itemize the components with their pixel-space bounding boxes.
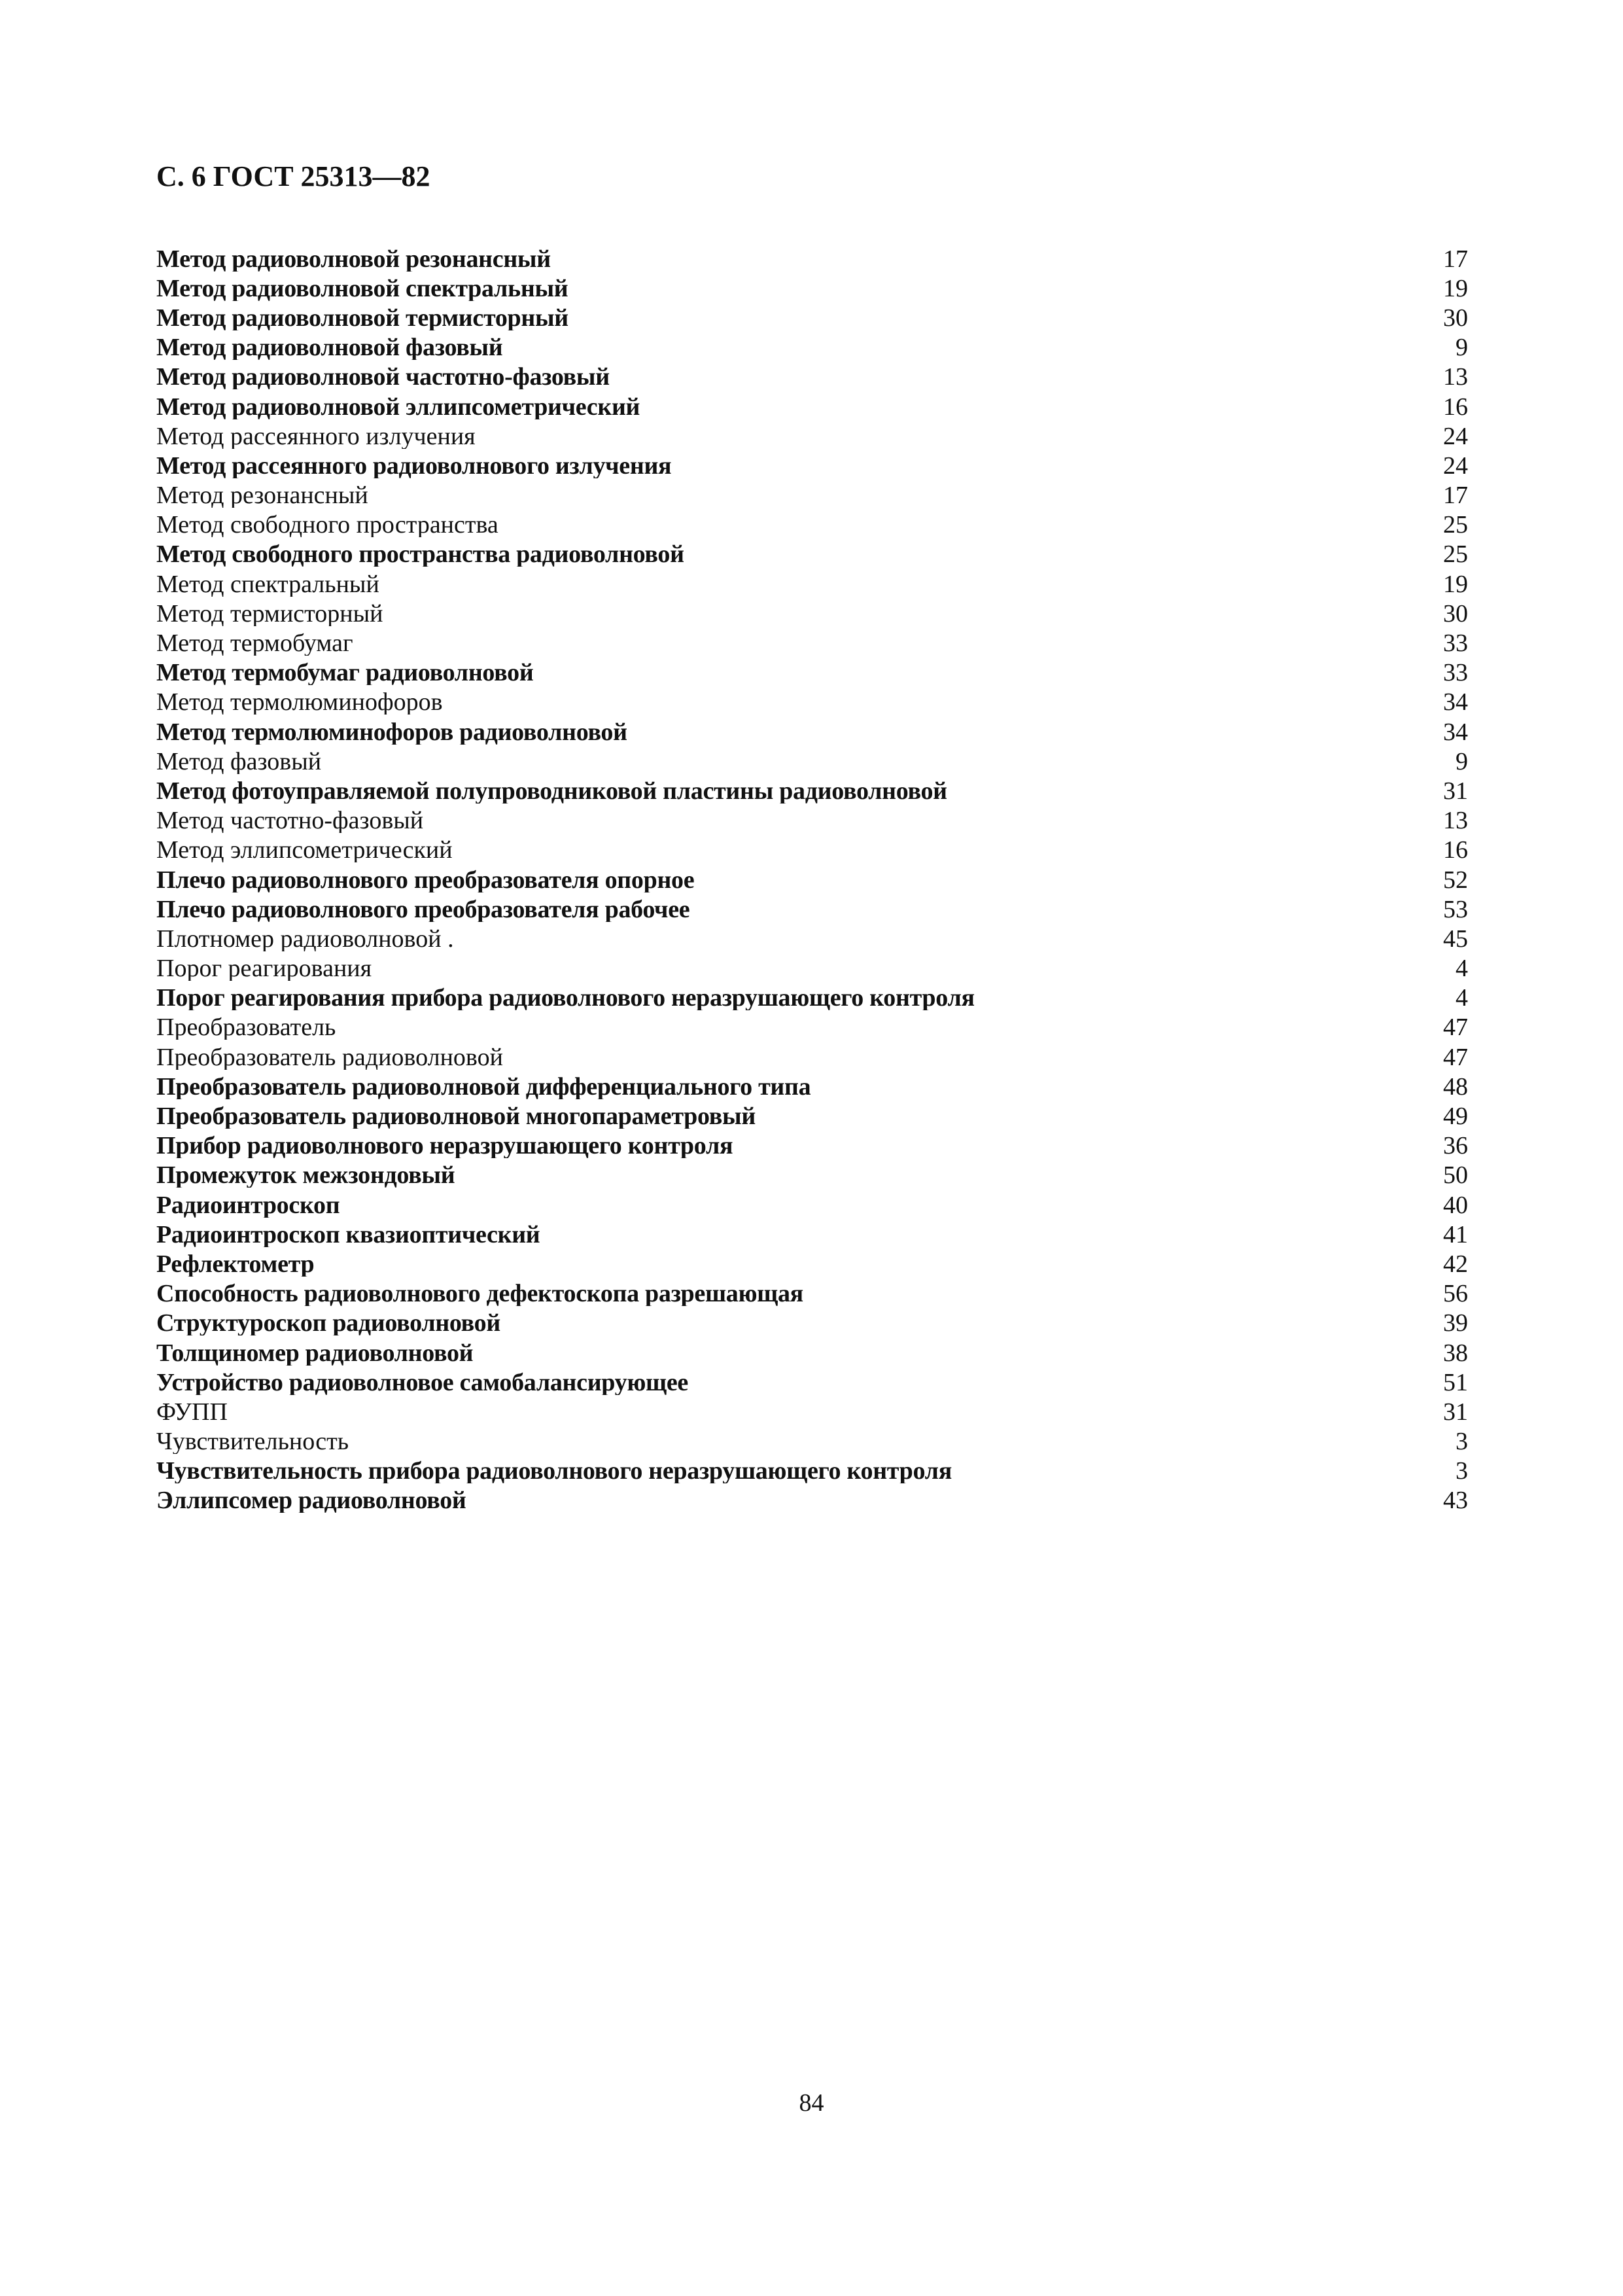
index-term: Прибор радиоволнового неразрушающего контроля xyxy=(156,1133,733,1159)
index-entry xyxy=(156,1279,1468,1309)
index-entry xyxy=(156,747,1468,776)
index-term: Метод термобумаг xyxy=(156,631,353,656)
index-term: Преобразователь радиоволновой многопараметровый xyxy=(156,1104,756,1129)
index-page-number: 34 xyxy=(1443,718,1468,746)
index-entry xyxy=(156,451,1468,480)
index-term: Метод рассеянного радиоволнового излучения xyxy=(156,453,672,478)
index-entry xyxy=(156,628,1468,658)
index-page-number: 24 xyxy=(1443,422,1468,450)
index-page-number: 9 xyxy=(1456,334,1468,362)
index-term: Толщиномер радиоволновой xyxy=(156,1340,474,1366)
index-entry xyxy=(156,1131,1468,1161)
index-page-number: 30 xyxy=(1443,599,1468,627)
index-page-number: 30 xyxy=(1443,304,1468,332)
index-entry xyxy=(156,688,1468,717)
index-term: Рефлектометр xyxy=(156,1251,315,1277)
index-page-number: 3 xyxy=(1456,1428,1468,1456)
index-page-number: 53 xyxy=(1443,895,1468,923)
index-term: Метод термисторный xyxy=(156,601,383,626)
index-entry xyxy=(156,806,1468,836)
index-page-number: 33 xyxy=(1443,659,1468,687)
index-entry xyxy=(156,924,1468,953)
index-term: Метод радиоволновой резонансный xyxy=(156,246,551,272)
index-term: Метод радиоволновой эллипсометрический xyxy=(156,394,640,419)
index-term: Метод термолюминофоров радиоволновой xyxy=(156,719,627,745)
page-header: С. 6 ГОСТ 25313—82 xyxy=(156,160,430,192)
index-entry xyxy=(156,1486,1468,1515)
index-term: Устройство радиоволновое самобалансирующее xyxy=(156,1369,688,1395)
index-term: Порог реагирования xyxy=(156,956,372,981)
index-page-number: 48 xyxy=(1443,1072,1468,1101)
index-entry xyxy=(156,569,1468,599)
index-term: Радиоинтроскоп квазиоптический xyxy=(156,1222,540,1247)
index-entry xyxy=(156,1457,1468,1486)
index-entry xyxy=(156,599,1468,628)
index-term: Чувствительность прибора радиоволнового неразрушающего контроля xyxy=(156,1458,952,1484)
index-entry xyxy=(156,421,1468,451)
index-term: Чувствительность xyxy=(156,1429,349,1455)
index-entry xyxy=(156,1072,1468,1101)
index-page-number: 41 xyxy=(1443,1220,1468,1248)
index-term: Метод эллипсометрический xyxy=(156,838,453,863)
index-term: Метод спектральный xyxy=(156,571,379,597)
index-term: Метод фотоуправляемой полупроводниковой пластины радиоволновой xyxy=(156,778,947,804)
index-page-number: 16 xyxy=(1443,836,1468,864)
index-page-number: 33 xyxy=(1443,629,1468,658)
index-page-number: 50 xyxy=(1443,1161,1468,1190)
index-page-number: 3 xyxy=(1456,1457,1468,1485)
index-page-number: 40 xyxy=(1443,1191,1468,1219)
index-term: Преобразователь радиоволновой xyxy=(156,1044,503,1070)
index-page-number: 4 xyxy=(1456,955,1468,983)
index-page-number: 13 xyxy=(1443,363,1468,391)
index-page-number: 51 xyxy=(1443,1368,1468,1396)
index-page-number: 31 xyxy=(1443,1398,1468,1426)
index-page-number: 17 xyxy=(1443,482,1468,510)
index-page-number: 47 xyxy=(1443,1043,1468,1071)
index-term: Метод радиоволновой термисторный xyxy=(156,305,568,330)
index-entry xyxy=(156,333,1468,362)
index-page-number: 9 xyxy=(1456,747,1468,775)
index-term: Плотномер радиоволновой . xyxy=(156,926,454,951)
index-page-number: 49 xyxy=(1443,1103,1468,1131)
index-entry xyxy=(156,776,1468,805)
index-entry xyxy=(156,1397,1468,1426)
index-term: Метод свободного пространства радиоволновой xyxy=(156,542,684,567)
index-term: Метод радиоволновой фазовый xyxy=(156,335,503,361)
index-term: Метод свободного пространства xyxy=(156,512,498,538)
index-entry xyxy=(156,836,1468,865)
index-entry xyxy=(156,717,1468,747)
index-term: Порог реагирования прибора радиоволнового неразрушающего контроля xyxy=(156,985,975,1011)
index-page-number: 13 xyxy=(1443,807,1468,835)
index-page-number: 39 xyxy=(1443,1309,1468,1337)
index-page-number: 43 xyxy=(1443,1487,1468,1515)
index-term: Эллипсомер радиоволновой xyxy=(156,1488,466,1513)
index-page-number: 34 xyxy=(1443,688,1468,716)
index-term: Плечо радиоволнового преобразователя рабочее xyxy=(156,896,690,922)
index-page-number: 36 xyxy=(1443,1132,1468,1160)
index-page-number: 31 xyxy=(1443,777,1468,805)
index-page-number: 25 xyxy=(1443,540,1468,569)
index-entry xyxy=(156,392,1468,421)
index-page-number: 17 xyxy=(1443,245,1468,273)
index-term: Метод частотно-фазовый xyxy=(156,808,424,834)
index-page-number: 24 xyxy=(1443,451,1468,480)
index-term: Метод термолюминофоров xyxy=(156,690,443,715)
index-term: Структуроскоп радиоволновой xyxy=(156,1311,500,1336)
index-entry xyxy=(156,1427,1468,1457)
index-entry xyxy=(156,1013,1468,1042)
index-term: Способность радиоволнового дефектоскопа разрешающая xyxy=(156,1281,803,1307)
index-page-number: 42 xyxy=(1443,1250,1468,1278)
index-entry xyxy=(156,510,1468,540)
index-term: Метод рассеянного излучения xyxy=(156,423,476,449)
index-entry xyxy=(156,362,1468,392)
index-term: Плечо радиоволнового преобразователя опорное xyxy=(156,867,695,892)
index-page-number: 16 xyxy=(1443,393,1468,421)
index-term: Метод радиоволновой спектральный xyxy=(156,275,568,301)
index-term: Метод радиоволновой частотно-фазовый xyxy=(156,364,610,390)
index-entry xyxy=(156,1101,1468,1131)
index-entry xyxy=(156,954,1468,983)
index-entry xyxy=(156,658,1468,688)
index-entry xyxy=(156,1042,1468,1072)
index-entry xyxy=(156,865,1468,894)
index-entry xyxy=(156,1309,1468,1338)
index-entry xyxy=(156,894,1468,924)
index-page-number: 4 xyxy=(1456,984,1468,1012)
index-term: Метод фазовый xyxy=(156,749,322,774)
index-term: Промежуток межзондовый xyxy=(156,1163,455,1188)
index-term: ФУПП xyxy=(156,1399,228,1424)
index-entry xyxy=(156,1190,1468,1220)
index-page-number: 45 xyxy=(1443,925,1468,953)
index-entry xyxy=(156,1249,1468,1279)
index-term: Преобразователь радиоволновой дифференциального типа xyxy=(156,1074,811,1099)
index-entry xyxy=(156,303,1468,332)
page-number: 84 xyxy=(799,2089,824,2117)
index-entry xyxy=(156,1368,1468,1397)
index-term: Радиоинтроскоп xyxy=(156,1192,340,1218)
index-page-number: 52 xyxy=(1443,866,1468,894)
index-entry xyxy=(156,1161,1468,1190)
index-page-number: 56 xyxy=(1443,1280,1468,1308)
index-entry xyxy=(156,540,1468,569)
index-term: Метод резонансный xyxy=(156,483,368,508)
index-term: Метод термобумаг радиоволновой xyxy=(156,660,534,686)
index-page-number: 38 xyxy=(1443,1339,1468,1367)
index-entry xyxy=(156,1220,1468,1249)
index-entry xyxy=(156,481,1468,510)
index-entry xyxy=(156,983,1468,1013)
index-page-number: 25 xyxy=(1443,511,1468,539)
index-page-number: 19 xyxy=(1443,274,1468,302)
index-entry xyxy=(156,1338,1468,1368)
index-list xyxy=(156,244,1468,1515)
index-entry xyxy=(156,274,1468,303)
index-page-number: 19 xyxy=(1443,570,1468,598)
index-term: Преобразователь xyxy=(156,1015,336,1040)
index-page-number: 47 xyxy=(1443,1014,1468,1042)
index-entry xyxy=(156,244,1468,274)
